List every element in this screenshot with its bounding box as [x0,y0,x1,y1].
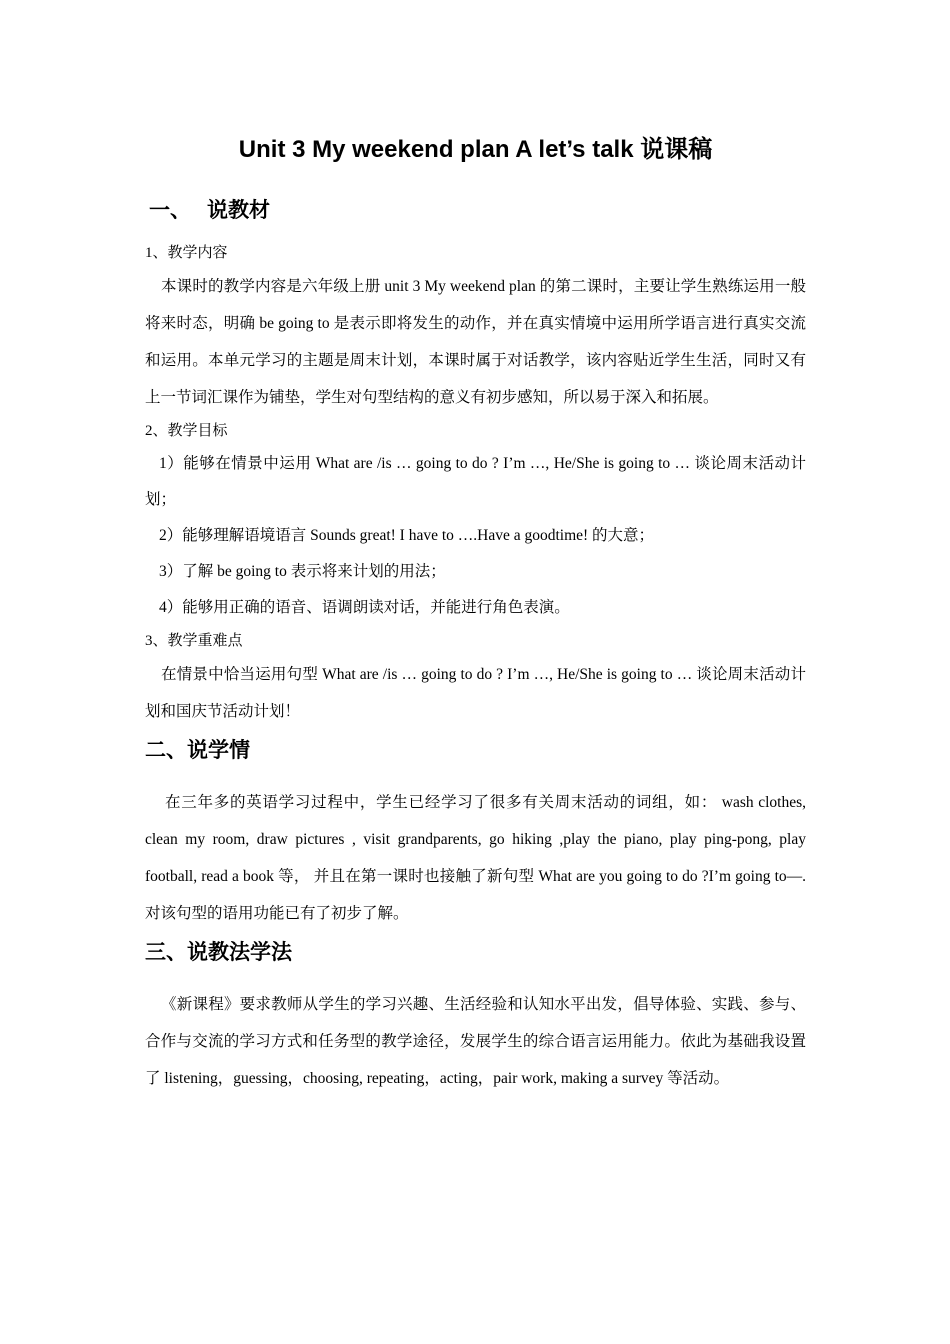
document-title: Unit 3 My weekend plan A let’s talk 说课稿 [238,136,713,163]
section-number: 一、 [149,199,191,222]
subheading-teaching-content: 1、教学内容 [145,245,228,261]
section-title: 说教材 [207,199,270,222]
section-heading-student-analysis: 二、说学情 [145,739,250,762]
paragraph-key-points: 在情景中恰当运用句型 What are /is … going to do ? I’m …, He/She is going to … 谈论周末活动计划和国庆节活动计划！ [145,666,806,720]
section-heading-teaching-material [149,196,806,226]
subheading-teaching-goals: 2、教学目标 [145,423,228,439]
goal-item-3: 3）了解 be going to 表示将来计划的用法； [159,563,446,580]
paragraph-teaching-methods: 《新课程》要求教师从学生的学习兴趣、生活经验和认知水平出发，倡导体验、实践、参与、合作与交流的学习方式和任务型的教学途径，发展学生的综合语言运用能力。依此为基础我设置了 listening，guessing，choosing, repeating，acting，pair work, making a survey 等活动。 [145,996,806,1087]
paragraph-student-analysis: 在三年多的英语学习过程中，学生已经学习了很多有关周末活动的词组，如： wash clothes, clean my room, draw pictures , visit grandparents, go hiking ,play the piano, play ping-pong, play football, read a book 等， 并且在第一课时也接触了新句型 What are you going to do ?I’m going to—.对该句型的语用功能已有了初步了解。 [145,794,806,922]
goal-item-2: 2）能够理解语境语言 Sounds great! I have to ….Have a goodtime! 的大意； [159,527,655,544]
goal-item-1: 1）能够在情景中运用 What are /is … going to do ? I’m …, He/She is going to … 谈论周末活动计划； [145,455,806,508]
paragraph-teaching-content: 本课时的教学内容是六年级上册 unit 3 My weekend plan 的第二课时，主要让学生熟练运用一般将来时态，明确 be going to 是表示即将发生的动作，并在真实情境中运用所学语言进行真实交流和运用。本单元学习的主题是周末计划，本课时属于对话教学，该内容贴近学生生活，同时又有上一节词汇课作为铺垫，学生对句型结构的意义有初步感知，所以易于深入和拓展。 [145,278,806,406]
goal-item-4: 4）能够用正确的语音、语调朗读对话，并能进行角色表演。 [159,599,570,616]
subheading-key-points: 3、教学重难点 [145,633,243,649]
section-heading-teaching-methods: 三、说教法学法 [145,941,292,964]
